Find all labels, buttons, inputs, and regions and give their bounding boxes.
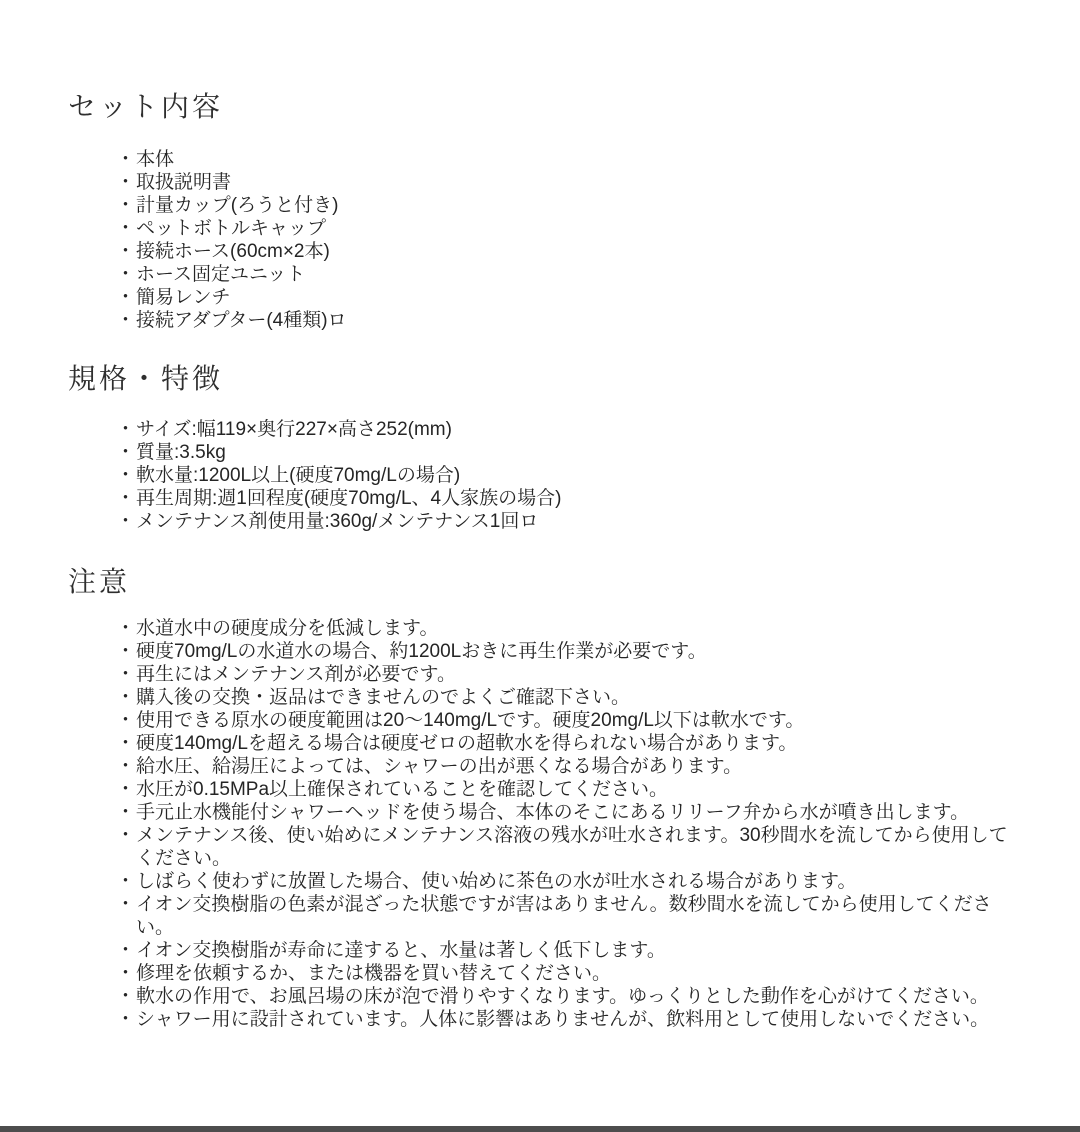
list-item	[116, 617, 1080, 640]
bullet-icon: ・	[116, 871, 136, 892]
bullet-icon: ・	[116, 802, 136, 823]
bullet-icon: ・	[116, 733, 136, 754]
bullet-icon: ・	[116, 986, 136, 1007]
list-item-text: メンテナンス後、使い始めにメンテナンス溶液の残水が吐水されます。30秒間水を流してから使用してください。	[136, 825, 1008, 869]
list-item-text: ペットボトルキャップ	[136, 218, 327, 239]
list-item-text: 硬度70mg/Lの水道水の場合、約1200Lおきに再生作業が必要です。	[136, 641, 707, 662]
list-item-text: シャワー用に設計されています。人体に影響はありませんが、飲料用として使用しないでください。	[136, 1009, 990, 1030]
list-item	[116, 441, 1080, 464]
list-item	[116, 217, 1080, 240]
section-heading-set-contents: セット内容	[68, 91, 224, 122]
bullet-icon: ・	[116, 218, 136, 239]
list-item	[116, 240, 1080, 263]
list-item	[116, 148, 1080, 171]
list-item-text: 接続アダプター(4種類)ロ	[136, 310, 347, 331]
list-item-text: 水道水中の硬度成分を低減します。	[136, 618, 439, 639]
set-contents-list	[0, 148, 1080, 332]
bullet-icon: ・	[116, 618, 136, 639]
bullet-icon: ・	[116, 287, 136, 308]
list-item-text: 軟水量:1200L以上(硬度70mg/Lの場合)	[136, 465, 461, 486]
bullet-icon: ・	[116, 894, 136, 915]
list-item-text: 質量:3.5kg	[136, 442, 226, 463]
bullet-icon: ・	[116, 310, 136, 331]
list-item	[116, 893, 1080, 939]
bullet-icon: ・	[116, 419, 136, 440]
bullet-icon: ・	[116, 488, 136, 509]
bullet-icon: ・	[116, 264, 136, 285]
list-item	[116, 418, 1080, 441]
list-item-text: 水圧が0.15MPa以上確保されていることを確認してください。	[136, 779, 669, 800]
caution-list	[0, 617, 1080, 1031]
list-item-text: 給水圧、給湯圧によっては、シャワーの出が悪くなる場合があります。	[136, 756, 743, 777]
list-item-text: サイズ:幅119×奥行227×高さ252(mm)	[136, 419, 452, 440]
list-item	[116, 286, 1080, 309]
bullet-icon: ・	[116, 779, 136, 800]
list-item-text: 使用できる原水の硬度範囲は20～140mg/Lです。硬度20mg/L以下は軟水です。	[136, 710, 805, 731]
list-item-text: イオン交換樹脂の色素が混ざった状態ですが害はありません。数秒間水を流してから使用してください。	[136, 894, 992, 938]
list-item	[116, 510, 1080, 533]
bullet-icon: ・	[116, 1009, 136, 1030]
list-item-text: 修理を依頼するか、または機器を買い替えてください。	[136, 963, 612, 984]
section-specs-features	[0, 364, 1080, 533]
list-item-text: 購入後の交換・返品はできませんのでよくご確認下さい。	[136, 687, 631, 708]
bullet-icon: ・	[116, 442, 136, 463]
list-item	[116, 778, 1080, 801]
bottom-divider-bar	[0, 1126, 1080, 1132]
product-description-page	[0, 92, 1080, 1132]
list-item	[116, 309, 1080, 332]
bullet-icon: ・	[116, 687, 136, 708]
bullet-icon: ・	[116, 940, 136, 961]
section-caution	[0, 567, 1080, 1031]
list-item	[116, 686, 1080, 709]
list-item-text: 再生にはメンテナンス剤が必要です。	[136, 664, 456, 685]
bullet-icon: ・	[116, 664, 136, 685]
list-item-text: メンテナンス剤使用量:360g/メンテナンス1回ロ	[136, 511, 539, 532]
list-item	[116, 962, 1080, 985]
list-item-text: しばらく使わずに放置した場合、使い始めに茶色の水が吐水される場合があります。	[136, 871, 857, 892]
section-heading-caution: 注意	[68, 566, 131, 597]
bullet-icon: ・	[116, 825, 136, 846]
list-item	[116, 464, 1080, 487]
list-item	[116, 801, 1080, 824]
list-item-text: 硬度140mg/Lを超える場合は硬度ゼロの超軟水を得られない場合があります。	[136, 733, 798, 754]
bullet-icon: ・	[116, 756, 136, 777]
bullet-icon: ・	[116, 963, 136, 984]
section-set-contents	[0, 92, 1080, 332]
bullet-icon: ・	[116, 195, 136, 216]
list-item-text: ホース固定ユニット	[136, 264, 306, 285]
list-item	[116, 640, 1080, 663]
bullet-icon: ・	[116, 241, 136, 262]
list-item-text: 計量カップ(ろうと付き)	[136, 195, 339, 216]
list-item-text: 手元止水機能付シャワーヘッドを使う場合、本体のそこにあるリリーフ弁から水が噴き出します。	[136, 802, 970, 823]
bullet-icon: ・	[116, 465, 136, 486]
bullet-icon: ・	[116, 511, 136, 532]
bullet-icon: ・	[116, 172, 136, 193]
list-item-text: イオン交換樹脂が寿命に達すると、水量は著しく低下します。	[136, 940, 666, 961]
specs-features-list	[0, 418, 1080, 533]
list-item-text: 取扱説明書	[136, 172, 232, 193]
list-item-text: 簡易レンチ	[136, 287, 231, 308]
list-item	[116, 985, 1080, 1008]
list-item	[116, 263, 1080, 286]
list-item	[116, 939, 1080, 962]
list-item-text: 軟水の作用で、お風呂場の床が泡で滑りやすくなります。ゆっくりとした動作を心がけてください。	[136, 986, 989, 1007]
list-item	[116, 663, 1080, 686]
list-item	[116, 824, 1080, 870]
bullet-icon: ・	[116, 710, 136, 731]
list-item	[116, 487, 1080, 510]
list-item-text: 再生周期:週1回程度(硬度70mg/L、4人家族の場合)	[136, 488, 562, 509]
list-item	[116, 709, 1080, 732]
list-item	[116, 171, 1080, 194]
list-item	[116, 755, 1080, 778]
list-item	[116, 194, 1080, 217]
list-item-text: 本体	[136, 149, 175, 170]
bullet-icon: ・	[116, 641, 136, 662]
bullet-icon: ・	[116, 149, 136, 170]
list-item	[116, 1008, 1080, 1031]
list-item	[116, 732, 1080, 755]
section-heading-specs-features: 規格・特徴	[68, 363, 224, 394]
list-item-text: 接続ホース(60cm×2本)	[136, 241, 330, 262]
list-item	[116, 870, 1080, 893]
